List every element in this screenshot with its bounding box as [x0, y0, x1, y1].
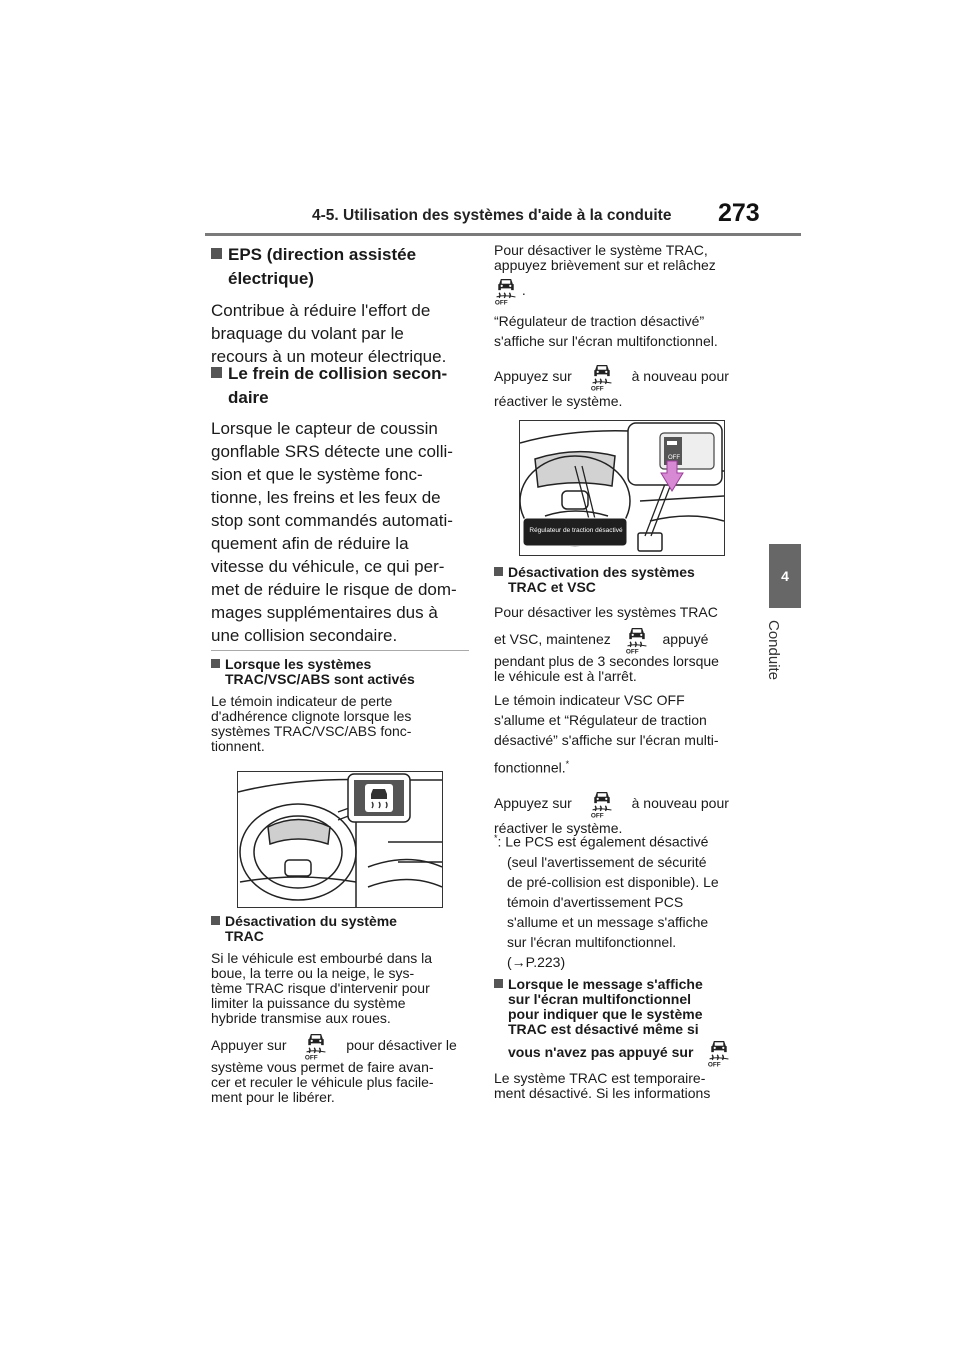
- bullet-square-icon: [211, 659, 220, 668]
- bullet-square-icon: [211, 367, 222, 378]
- message-section: [494, 977, 756, 1101]
- dashboard-message-illustration: [519, 420, 725, 556]
- vsc-off-icon: [590, 789, 614, 819]
- vsc-off-icon: [494, 276, 518, 306]
- vsc-off-heading: Désactivation des systèmes TRAC et VSC: [494, 565, 756, 595]
- abs-active-section: [211, 657, 469, 754]
- trac-message-text: “Régulateur de traction désactivé” s'affiche sur l'écran multifonctionnel.: [494, 313, 718, 349]
- section-title: 4-5. Utilisation des systèmes d'aide à la conduite: [312, 207, 672, 224]
- collision-heading: Le frein de collision secon- daire: [211, 362, 469, 410]
- svg-text:OFF: OFF: [668, 455, 680, 461]
- vsc-off-icon: [625, 625, 649, 655]
- footnote: *: Le PCS est également désactivé (seul l'avertissement de sécurité de pré-collision est disponible). Le témoin d'avertissement PCS s'allume et un message s'affiche sur l'écran multifonctionnel. (→P.223): [494, 828, 756, 972]
- trac-off-press-line: Appuyer sur pour désactiver le: [211, 1030, 469, 1060]
- vsc-off-icon: [590, 362, 614, 392]
- abs-active-body: Le témoin indicateur de perte d'adhérence clignote lorsque les systèmes TRAC/VSC/ABS fonc- tionnent.: [211, 693, 412, 754]
- reactivate-end: réactiver le système.: [494, 393, 623, 409]
- figure-message-label: Régulateur de traction désactivé: [529, 527, 623, 534]
- page-number: 273: [718, 199, 760, 227]
- trac-intro-icon-line: .: [494, 275, 756, 305]
- section-divider: [211, 650, 469, 651]
- vsc-off-body: pendant plus de 3 secondes lorsque le véhicule est à l'arrêt.: [494, 653, 719, 684]
- trac-off-section: [211, 914, 469, 1105]
- page-reference-link[interactable]: (→P.223): [507, 953, 566, 970]
- footnote-mark: *: [565, 759, 570, 769]
- trac-intro-section: [494, 243, 756, 409]
- trac-off-heading: Désactivation du système TRAC: [211, 914, 469, 944]
- eps-section: [211, 243, 469, 368]
- vsc-off-line-2: et VSC, maintenez appuyé: [494, 624, 756, 654]
- vsc-off-section: [494, 565, 756, 836]
- message-heading: Lorsque le message s'affiche sur l'écran multifonctionnel pour indiquer que le système TRAC est désactivé même si vous n'avez pas appuyé sur: [494, 977, 756, 1067]
- abs-active-heading: Lorsque les systèmes TRAC/VSC/ABS sont activés: [211, 657, 469, 687]
- chapter-tab-label: Conduite: [765, 620, 782, 681]
- bullet-square-icon: [211, 248, 222, 259]
- bullet-square-icon: [494, 567, 503, 576]
- vsc-off-icon: [304, 1031, 328, 1061]
- vsc-off-line-1: Pour désactiver les systèmes TRAC: [494, 604, 718, 620]
- vsc-off-icon: [707, 1038, 731, 1068]
- reactivate-line: Appuyez sur à nouveau pour: [494, 361, 756, 391]
- vsc-again-line: Appuyez sur à nouveau pour: [494, 788, 756, 818]
- eps-heading: EPS (direction assistée électrique): [211, 243, 469, 291]
- vsc-again-end: réactiver le système.: [494, 819, 623, 836]
- collision-section: [211, 362, 469, 647]
- eps-body: Contribue à réduire l'effort de braquage du volant par le recours à un moteur électrique.: [211, 301, 447, 366]
- trac-off-body: Si le véhicule est embourbé dans la boue, la terre ou la neige, le sys- tème TRAC risque d'intervenir pour limiter la puissance du système hybride transmise aux roues.: [211, 950, 433, 1026]
- message-body: Le système TRAC est temporaire- ment désactivé. Si les informations: [494, 1070, 711, 1101]
- vsc-off-body-2: Le témoin indicateur VSC OFF s'allume et “Régulateur de traction désactivé” s'affiche sur l'écran multi- fonctionnel.*: [494, 692, 719, 776]
- trac-off-body-2: système vous permet de faire avan- cer et reculer le véhicule plus facile- ment pour le libérer.: [211, 1059, 434, 1105]
- collision-body: Lorsque le capteur de coussin gonflable SRS détecte une colli- sion et que le système fonc- tionne, les freins et les feux de stop sont commandés automati- quement afin de réduire la vitesse du véhicule, ce qui per- met de réduire le risque de dom- mages supplémentaires dus à une collision secondaire.: [211, 419, 457, 645]
- trac-intro-text: Pour désactiver le système TRAC, appuyez brièvement sur et relâchez: [494, 242, 716, 273]
- header-rule: [205, 233, 801, 236]
- chapter-tab-number[interactable]: 4: [769, 544, 801, 608]
- bullet-square-icon: [211, 916, 220, 925]
- bullet-square-icon: [494, 979, 503, 988]
- dashboard-illustration: [237, 771, 443, 908]
